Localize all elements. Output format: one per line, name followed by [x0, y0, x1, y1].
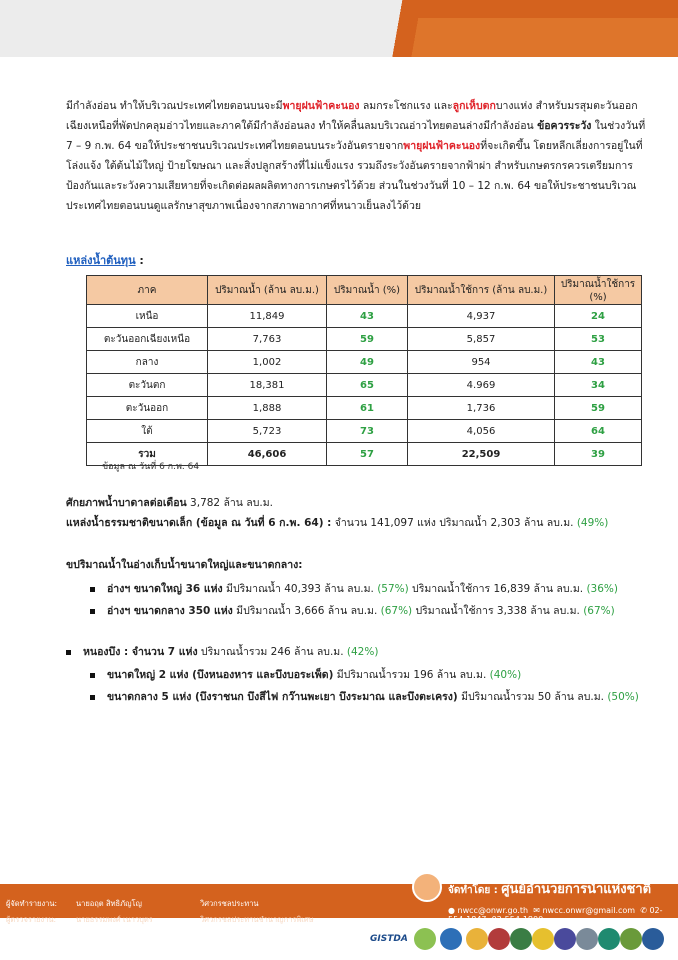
intro-seg: มีกำลังอ่อน ทำให้บริเวณประเทศไทยตอนบนจะมี	[66, 100, 283, 112]
intro-highlight: พายุฝนฟ้าคะนอง	[282, 100, 360, 112]
table-cell: ตะวันออกเฉียงเหนือ	[87, 328, 208, 351]
mail-icon: ✉	[533, 906, 540, 915]
nongbueng-large-label: ขนาดใหญ่ 2 แห่ง (บึงหนองหาร และบึงบอระเพ็ด)	[107, 669, 334, 681]
partner-logo-icon	[440, 928, 462, 950]
reservoirs-heading	[66, 556, 302, 573]
intro-seg: ในช่วงวันที่ 7 – 9 ก.พ. 64 ขอให้ประชาชนบริเวณประเทศไทยตอนบนระวังอันตรายจาก	[66, 120, 646, 152]
table-header-row	[87, 276, 642, 305]
table-cell: 4.969	[408, 374, 555, 397]
section-title	[66, 251, 144, 269]
reservoir-large-pct: (57%)	[377, 583, 409, 595]
table-row	[87, 305, 642, 328]
small-sources-label: แหล่งน้ำธรรมชาติขนาดเล็ก (ข้อมูล ณ วันที่ 6 ก.พ. 64) :	[66, 517, 332, 529]
bullet-icon	[90, 609, 95, 614]
table-cell: 46,606	[208, 443, 327, 466]
nongbueng-large-pct: (40%)	[489, 669, 522, 681]
table-cell: ตะวันตก	[87, 374, 208, 397]
reservoir-medium-item	[90, 602, 615, 619]
table-cell: 5,723	[208, 420, 327, 443]
reservoir-medium-text: ปริมาณน้ำใช้การ 3,338 ล้าน ลบ.ม.	[412, 605, 584, 617]
table-cell: ตะวันออก	[87, 397, 208, 420]
table-row	[87, 397, 642, 420]
partner-logo-icon	[576, 928, 598, 950]
phone: 02-554-1847, 02-554-1800	[448, 906, 663, 924]
nongbueng-medium-pct: (50%)	[607, 691, 639, 703]
nongbueng-label: หนองบึง : จำนวน 7 แห่ง	[83, 646, 198, 658]
table-row	[87, 374, 642, 397]
nongbueng-medium-label: ขนาดกลาง 5 แห่ง (บึงราชนก บึงสีไฟ กว๊านพะเยา บึงระมาณ และบึงตะเครง)	[107, 691, 458, 703]
reservoir-large-item	[90, 580, 618, 597]
intro-paragraph	[66, 96, 646, 216]
partner-logo-icon	[488, 928, 510, 950]
reservoir-large-text: มีปริมาณน้ำ 40,393 ล้าน ลบ.ม.	[222, 583, 378, 595]
author-role: วิศวกรชลประทาน	[200, 899, 259, 908]
gistda-logo: GISTDA	[370, 934, 408, 944]
table-cell: เหนือ	[87, 305, 208, 328]
globe-icon: ●	[448, 906, 455, 915]
small-sources-pct: (49%)	[576, 517, 609, 529]
email-2: nwcc.onwr@gmail.com	[542, 906, 636, 915]
table-cell: 34	[555, 374, 642, 397]
table-row	[87, 328, 642, 351]
table-cell: 1,736	[408, 397, 555, 420]
reservoirs-heading-text: ขปริมาณน้ำในอ่างเก็บน้ำขนาดใหญ่และขนาดกลาง:	[66, 559, 303, 571]
table-cell: 39	[555, 443, 642, 466]
nongbueng-large-value: มีปริมาณน้ำรวม 196 ล้าน ลบ.ม.	[333, 669, 490, 681]
reservoir-medium-text: มีปริมาณน้ำ 3,666 ล้าน ลบ.ม.	[232, 605, 381, 617]
org-logo-icon	[412, 872, 442, 902]
small-sources-line	[66, 514, 608, 531]
intro-seg: ลมกระโชกแรง และ	[359, 100, 453, 112]
table-cell: 53	[555, 328, 642, 351]
table-cell: กลาง	[87, 351, 208, 374]
table-cell: 59	[555, 397, 642, 420]
org-name: ศูนย์อำนวยการน้ำแห่งชาติ	[501, 882, 652, 897]
table-cell: 57	[327, 443, 408, 466]
author-name: นายอฤต สิทธิภัญโญ	[76, 899, 142, 908]
table-cell: 61	[327, 397, 408, 420]
partner-logo-icon	[620, 928, 642, 950]
section-title-suffix: :	[135, 254, 144, 267]
reservoir-large-label: อ่างฯ ขนาดใหญ่ 36 แห่ง	[107, 583, 223, 595]
reservoir-large-text: ปริมาณน้ำใช้การ 16,839 ล้าน ลบ.ม.	[408, 583, 587, 595]
groundwater-label: ศักยภาพน้ำบาดาลต่อเดือน	[66, 497, 187, 509]
reservoir-medium-pct: (67%)	[380, 605, 413, 617]
table-header: ปริมาณน้ำใช้การ (ล้าน ลบ.ม.)	[408, 276, 555, 305]
intro-highlight: ลูกเห็บตก	[452, 100, 496, 112]
table-cell: 1,002	[208, 351, 327, 374]
table-header: ภาค	[87, 276, 208, 305]
checker-label: ผู้ตรวจรายงาน:	[6, 915, 57, 924]
table-cell: 64	[555, 420, 642, 443]
org-prefix: จัดทำโดย :	[448, 885, 502, 896]
table-header: ปริมาณน้ำ (ล้าน ลบ.ม.)	[208, 276, 327, 305]
groundwater-line	[66, 494, 273, 511]
small-sources-value: จำนวน 141,097 แห่ง ปริมาณน้ำ 2,303 ล้าน ลบ.ม.	[331, 517, 577, 529]
contacts	[448, 906, 678, 924]
header-banner	[0, 0, 678, 57]
table-cell: 4,056	[408, 420, 555, 443]
intro-highlight: พายุฝนฟ้าคะนอง	[403, 140, 481, 152]
table-cell: 5,857	[408, 328, 555, 351]
table-cell: 22,509	[408, 443, 555, 466]
checker-name: นายธรรมพงศ์ เนาวบุตร	[76, 915, 153, 924]
nongbueng-pct: (42%)	[346, 646, 379, 658]
partner-logo-icon	[598, 928, 620, 950]
nongbueng-medium-item	[90, 688, 639, 705]
header-orange-stripe-secondary	[400, 18, 678, 57]
table-cell: รวม	[87, 443, 208, 466]
partner-logo-icon	[466, 928, 488, 950]
table-cell: 11,849	[208, 305, 327, 328]
nongbueng-value: ปริมาณน้ำรวม 246 ล้าน ลบ.ม.	[197, 646, 347, 658]
intro-seg: บางแห่ง สำหรับมรสุมตะวันออกเฉียงเหนือที่พัดปกคลุมอ่าวไทยและภาคใต้มีกำลังอ่อนลง ทำให้คลื่นลมบริเวณอ่าวไทยตอนล่างมีกำลังอ่อน	[66, 100, 638, 132]
phone-icon: ✆	[640, 906, 647, 915]
table-cell: 43	[555, 351, 642, 374]
author-label: ผู้จัดทำรายงาน:	[6, 899, 57, 908]
partner-logo-icon	[532, 928, 554, 950]
table-cell: 24	[555, 305, 642, 328]
intro-caution: ข้อควรระวัง	[537, 120, 592, 132]
reservoir-large-pct: (36%)	[586, 583, 618, 595]
nongbueng-item	[66, 643, 378, 660]
bullet-icon	[66, 650, 71, 655]
table-cell: 65	[327, 374, 408, 397]
table-row	[87, 420, 642, 443]
org-title	[448, 878, 651, 899]
table-row	[87, 351, 642, 374]
partner-logo-icon	[414, 928, 436, 950]
nongbueng-large-item	[90, 666, 521, 683]
reservoir-medium-pct: (67%)	[583, 605, 615, 617]
partner-logo-icon	[642, 928, 664, 950]
table-cell: 49	[327, 351, 408, 374]
table-cell: 954	[408, 351, 555, 374]
table-cell: 7,763	[208, 328, 327, 351]
intro-seg: ที่จะเกิดขึ้น โดยหลีกเลี่ยงการอยู่ในที่โล่งแจ้ง ใต้ต้นไม้ใหญ่ ป้ายโฆษณา และสิ่งปลูกสร้างที่ไม่แข็งแรง รวมถึงระวังอันตรายจากฟ้าผ่า สำหรับเกษตรกรควรเตรียมการป้องกันและระวังความเสียหายที่จะเกิดต่อผลผลิตทางการเกษตรไว้ด้วย ส่วนในช่วงวันที่ 10 – 12 ก.พ. 64 ขอให้ประชาชนบริเวณประเทศไทยตอนบนดูแลรักษาสุขภาพเนื่องจากสภาพอากาศที่หนาวเย็นลงไว้ด้วย	[66, 140, 643, 212]
bullet-icon	[90, 673, 95, 678]
table-cell: 43	[327, 305, 408, 328]
section-title-text: แหล่งน้ำต้นทุน	[66, 254, 136, 267]
table-cell: 73	[327, 420, 408, 443]
partner-logo-icon	[554, 928, 576, 950]
intro-text	[66, 96, 646, 216]
groundwater-value: 3,782 ล้าน ลบ.ม.	[186, 497, 273, 509]
checker-role: วิศวกรชลประทานชำนาญการพิเศษ	[200, 915, 314, 924]
bullet-icon	[90, 587, 95, 592]
table-header: ปริมาณน้ำใช้การ (%)	[555, 276, 642, 305]
table-cell: 59	[327, 328, 408, 351]
table-header: ปริมาณน้ำ (%)	[327, 276, 408, 305]
table-cell: ใต้	[87, 420, 208, 443]
bullet-icon	[90, 695, 95, 700]
table-cell: 4,937	[408, 305, 555, 328]
reservoir-medium-label: อ่างฯ ขนาดกลาง 350 แห่ง	[107, 605, 233, 617]
partner-logo-icon	[510, 928, 532, 950]
nongbueng-medium-value: มีปริมาณน้ำรวม 50 ล้าน ลบ.ม.	[457, 691, 608, 703]
email-1: nwcc@onwr.go.th	[457, 906, 529, 915]
table-cell: 18,381	[208, 374, 327, 397]
table-cell: 1,888	[208, 397, 327, 420]
water-table	[86, 275, 642, 466]
table-note: ข้อมูล ณ วันที่ 6 ก.พ. 64	[102, 462, 200, 472]
